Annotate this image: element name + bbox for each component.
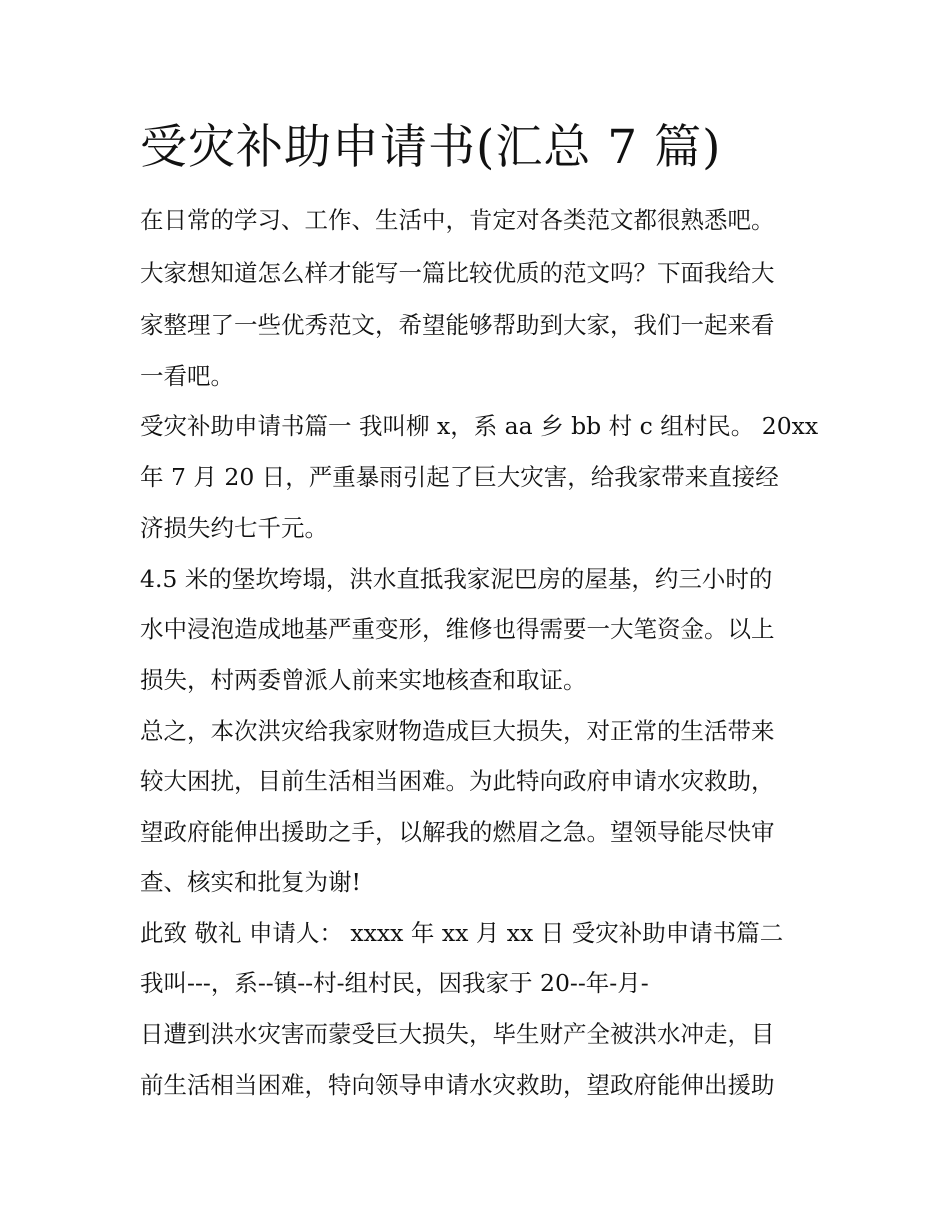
text-line: 受灾补助申请书篇一 我叫柳 x，系 aa 乡 bb 村 c 组村民。 20xx xyxy=(140,412,819,440)
text-line: 在日常的学习、工作、生活中，肯定对各类范文都很熟悉吧。 xyxy=(140,206,775,234)
text-line: 损失，村两委曾派人前来实地核查和取证。 xyxy=(140,666,587,694)
text-line: 望政府能伸出援助之手，以解我的燃眉之急。望领导能尽快审 xyxy=(140,818,775,846)
text-line: 查、核实和批复为谢! xyxy=(140,868,361,896)
text-line: 总之，本次洪灾给我家财物造成巨大损失，对正常的生活带来 xyxy=(140,717,775,745)
text-line: 日遭到洪水灾害而蒙受巨大损失，毕生财产全被洪水冲走，目 xyxy=(140,1020,775,1048)
text-line: 此致 敬礼 申请人： xxxx 年 xx 月 xx 日 受灾补助申请书篇二 xyxy=(140,919,784,947)
text-line: 年 7 月 20 日，严重暴雨引起了巨大灾害，给我家带来直接经 xyxy=(140,463,779,491)
text-line: 前生活相当困难，特向领导申请水灾救助，望政府能伸出援助 xyxy=(140,1071,775,1099)
text-line: 我叫---，系--镇--村-组村民，因我家于 20--年-月- xyxy=(140,969,649,997)
text-line: 济损失约七千元。 xyxy=(140,514,328,542)
text-line: 较大困扰，目前生活相当困难。为此特向政府申请水灾救助， xyxy=(140,767,775,795)
text-line: 一看吧。 xyxy=(140,362,234,390)
text-line: 水中浸泡造成地基严重变形，维修也得需要一大笔资金。以上 xyxy=(140,615,775,643)
text-line: 4.5 米的堡坎垮塌，洪水直抵我家泥巴房的屋基，约三小时的 xyxy=(140,565,773,593)
text-line: 大家想知道怎么样才能写一篇比较优质的范文吗？下面我给大 xyxy=(140,259,775,287)
text-line: 家整理了一些优秀范文，希望能够帮助到大家，我们一起来看 xyxy=(140,311,775,339)
document-title: 受灾补助申请书(汇总 7 篇) xyxy=(140,120,722,175)
